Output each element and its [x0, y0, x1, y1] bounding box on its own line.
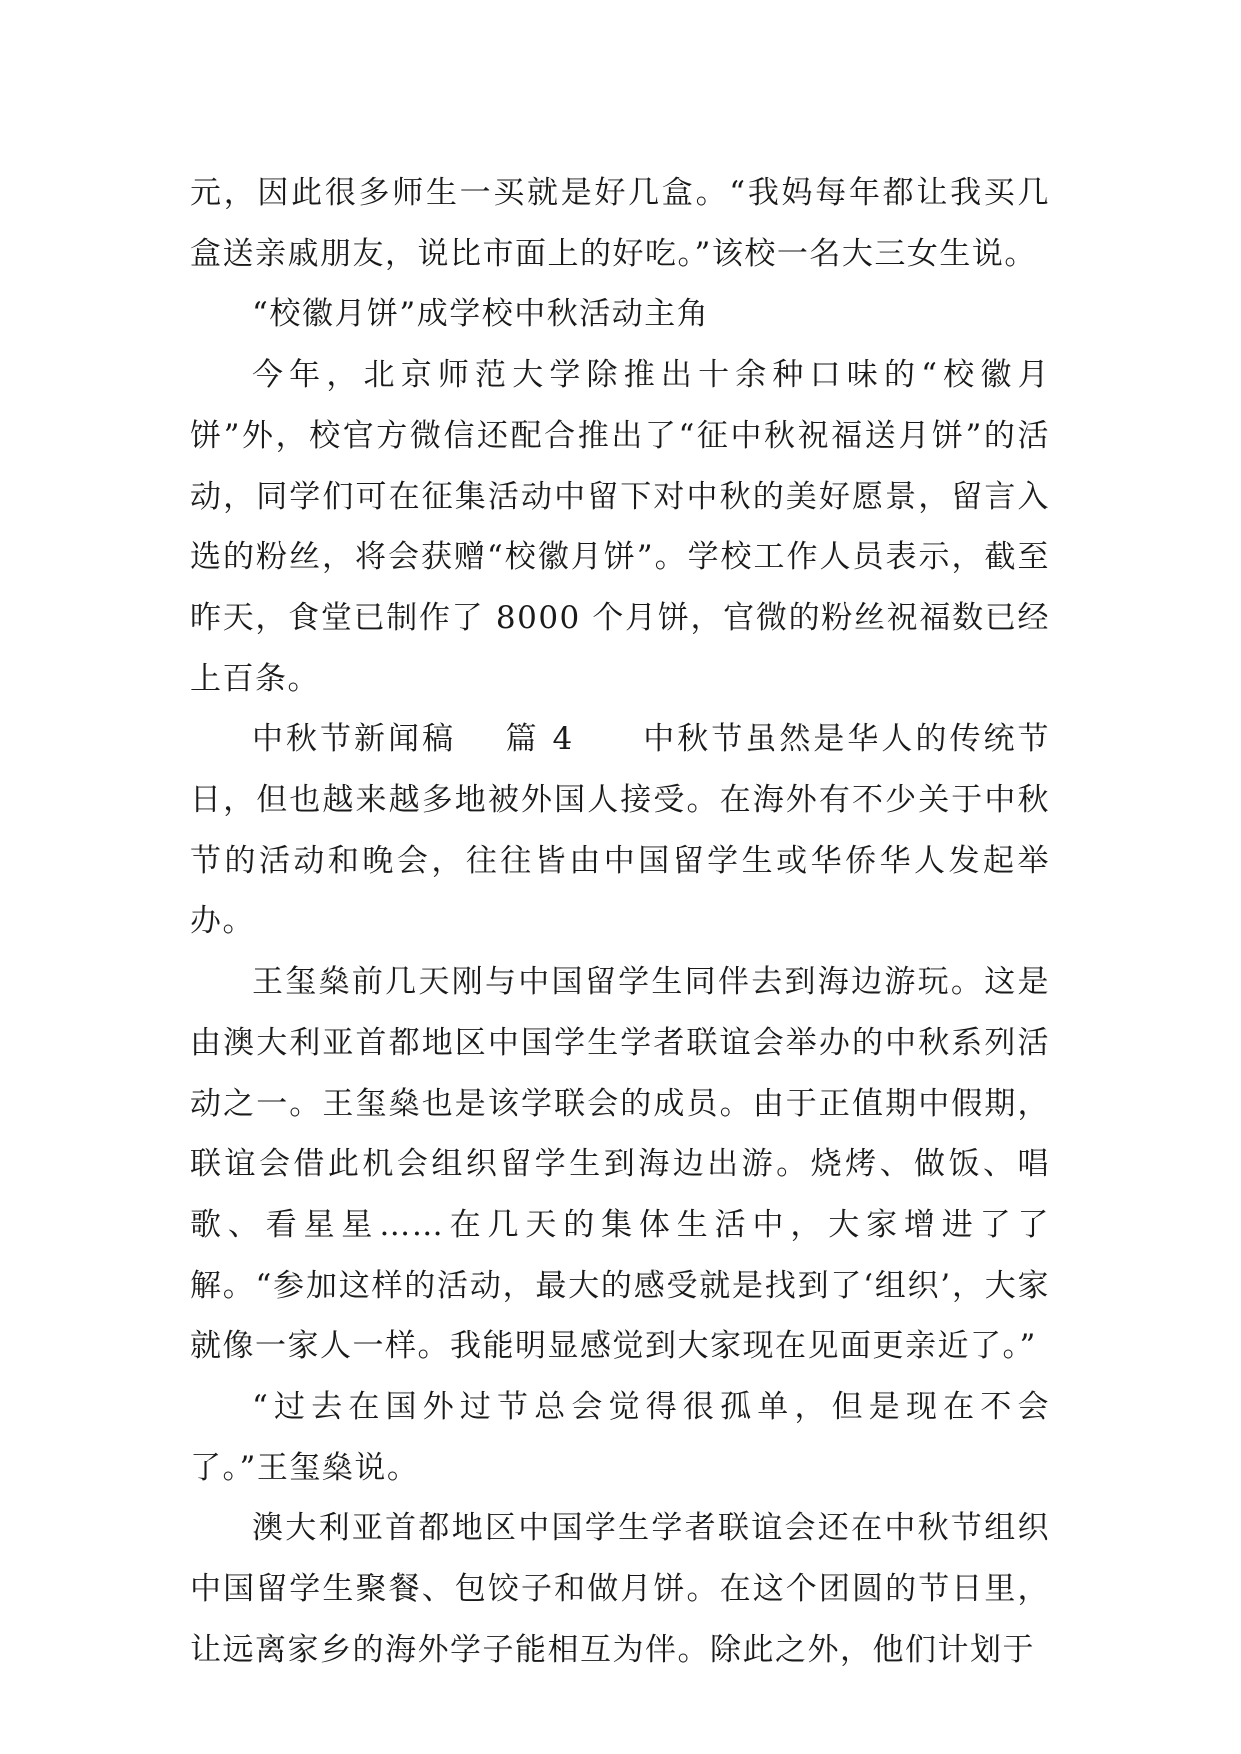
section-heading: 中秋节新闻稿: [252, 721, 457, 758]
paragraph: 王玺燊前几天刚与中国留学生同伴去到海边游玩。这是由澳大利亚首都地区中国学生学者联谊会举办的中秋系列活动之一。王玺燊也是该学联会的成员。由于正值期中假期，联谊会借此机会组织留学生到海边出游。烧烤、做饭、唱歌、看星星……在几天的集体生活中，大家增进了了解。“参加这样的活动，最大的感受就是找到了‘组织’，大家就像一家人一样。我能明显感觉到大家现在见面更亲近了。”: [190, 964, 1050, 1365]
subheading: “校徽月饼”成学校中秋活动主角: [252, 296, 710, 333]
paragraph: 今年，北京师范大学除推出十余种口味的“校徽月饼”外，校官方微信还配合推出了“征中秋祝福送月饼”的活动，同学们可在征集活动中留下对中秋的美好愿景，留言入选的粉丝，将会获赠“校徽月饼”。学校工作人员表示，截至昨天，食堂已制作了 8000 个月饼，官微的粉丝祝福数已经上百条。: [190, 357, 1050, 697]
section-paragraph: [190, 709, 1050, 952]
section-number: 篇 4: [504, 721, 574, 758]
section-body: 中秋节虽然是华人的传统节日，但也越来越多地被外国人接受。在海外有不少关于中秋节的活动和晚会，往往皆由中国留学生或华侨华人发起举办。: [190, 721, 1051, 940]
paragraph: 澳大利亚首都地区中国学生学者联谊会还在中秋节组织中国留学生聚餐、包饺子和做月饼。在这个团圆的节日里，让远离家乡的海外学子能相互为伴。除此之外，他们计划于: [190, 1510, 1050, 1668]
paragraph: “过去在国外过节总会觉得很孤单，但是现在不会了。”王玺燊说。: [190, 1389, 1050, 1486]
paragraph-continuation: 元，因此很多师生一买就是好几盒。“我妈每年都让我买几盒送亲戚朋友，说比市面上的好吃。”该校一名大三女生说。: [190, 175, 1050, 272]
article-body: [190, 163, 1050, 1681]
